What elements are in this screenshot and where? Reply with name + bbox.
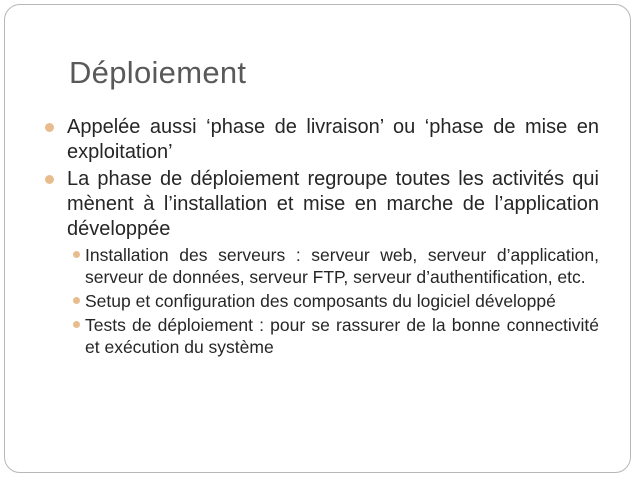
sub-bullet-text: Setup et configuration des composants du logiciel développé xyxy=(85,291,556,311)
sub-bullet-dot-icon xyxy=(73,297,80,304)
sub-bullet-text: Tests de déploiement : pour se rassurer de la bonne connectivité et exécution du système xyxy=(85,315,599,357)
sub-bullet-text: Installation des serveurs : serveur web, serveur d’application, serveur de données, serveur FTP, serveur d’authentification, etc. xyxy=(85,245,599,287)
slide-frame xyxy=(4,4,631,473)
sub-bullet-item-tests xyxy=(59,314,599,358)
bullet-item-livraison xyxy=(33,115,599,165)
bullet-item-phase-deploiement xyxy=(33,167,599,242)
bullet-dot-icon xyxy=(45,175,54,184)
sub-bullet-item-setup xyxy=(59,290,599,312)
bullet-text: La phase de déploiement regroupe toutes les activités qui mènent à l’installation et mise en marche de l’application développée xyxy=(67,168,599,240)
slide-content xyxy=(33,115,599,360)
sub-bullet-dot-icon xyxy=(73,321,80,328)
slide-title: Déploiement xyxy=(69,55,247,90)
sub-bullet-dot-icon xyxy=(73,251,80,258)
sub-bullet-item-installation xyxy=(59,244,599,288)
bullet-text: Appelée aussi ‘phase de livraison’ ou ‘phase de mise en exploitation’ xyxy=(67,116,599,163)
bullet-dot-icon xyxy=(45,123,54,132)
